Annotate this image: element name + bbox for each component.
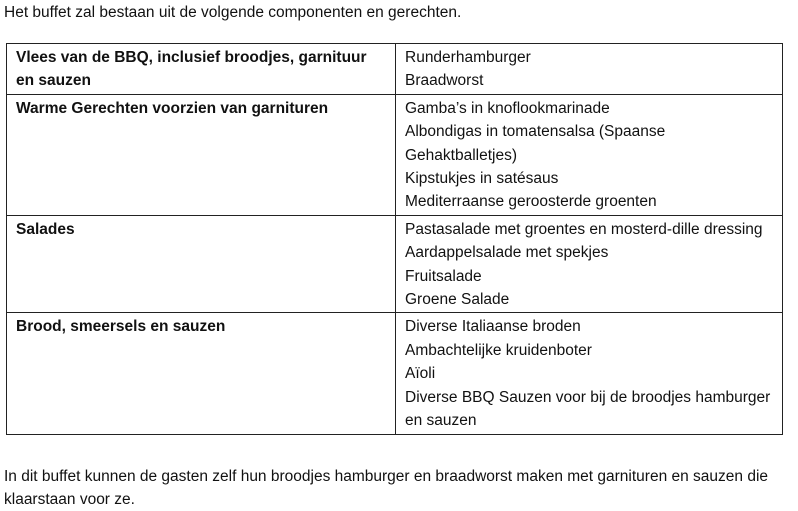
table-row [7, 215, 783, 313]
intro-paragraph: Het buffet zal bestaan uit de volgende componenten en gerechten. [4, 4, 462, 21]
dish-item: Aïoli [405, 365, 436, 383]
dish-item: Ambachtelijke kruidenboter [405, 341, 592, 359]
buffet-table [6, 43, 783, 435]
dish-item: Fruitsalade [405, 267, 482, 285]
items-cell [396, 215, 783, 313]
dish-item: Albondigas in tomatensalsa (Spaanse Gehaktballetjes) [405, 123, 666, 164]
dish-item: Kipstukjes in satésaus [405, 170, 559, 188]
category-cell: Vlees van de BBQ, inclusief broodjes, garnituur en sauzen [7, 44, 396, 95]
table-row [7, 44, 783, 95]
dish-item: Diverse BBQ Sauzen voor bij de broodjes hamburger en sauzen [405, 388, 771, 430]
dish-item: Diverse Italiaanse broden [405, 318, 581, 336]
outro-paragraph: In dit buffet kunnen de gasten zelf hun broodjes hamburger en braadworst maken met garnituren en sauzen die klaarstaan voor ze. [4, 468, 769, 508]
dish-item: Mediterraanse geroosterde groenten [405, 193, 657, 211]
table-row [7, 94, 783, 215]
items-cell [396, 94, 783, 215]
category-cell: Brood, smeersels en sauzen [7, 313, 396, 434]
dish-item: Aardappelsalade met spekjes [405, 244, 609, 262]
dish-item: Pastasalade met groentes en mosterd-dille dressing [405, 220, 763, 238]
dish-item: Braadworst [405, 72, 484, 90]
category-cell: Warme Gerechten voorzien van garnituren [7, 94, 396, 215]
items-cell [396, 44, 783, 95]
dish-item: Gamba’s in knoflookmarinade [405, 99, 610, 117]
dish-item: Groene Salade [405, 291, 510, 309]
items-cell [396, 313, 783, 434]
category-cell: Salades [7, 215, 396, 313]
table-row [7, 313, 783, 434]
dish-item: Runderhamburger [405, 49, 531, 66]
